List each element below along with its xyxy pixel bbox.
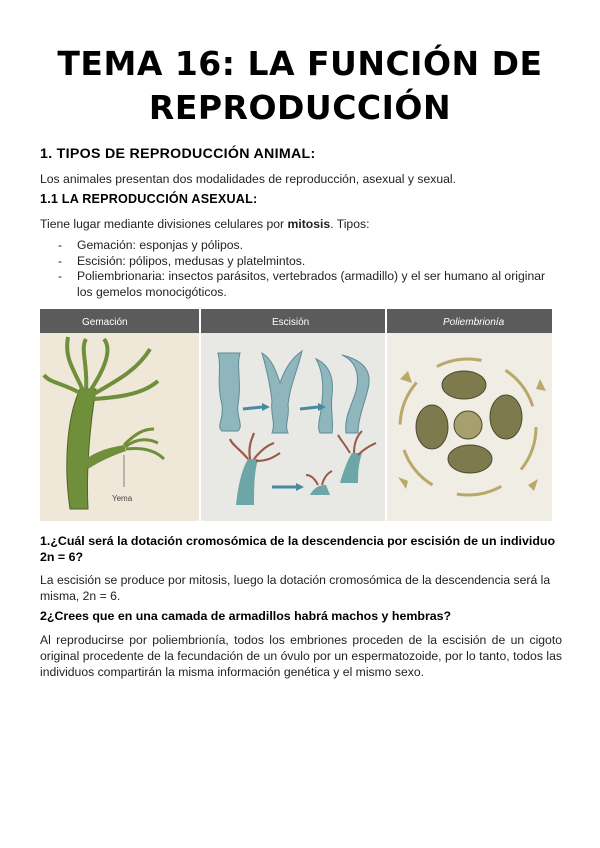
question-1: 1.¿Cuál será la dotación cromosómica de la descendencia por escisión de un individuo 2n = 6? (40, 534, 556, 564)
asexual-reproduction-figure (40, 309, 552, 521)
section-heading-tipos: 1. TIPOS DE REPRODUCCIÓN ANIMAL: (40, 146, 316, 162)
question-2: 2¿Crees que en una camada de armadillos habrá machos y hembras? (40, 609, 452, 623)
mitosis-term: mitosis (287, 217, 331, 231)
asexual-intro: Tiene lugar mediante divisiones celulares por mitosis. Tipos: (40, 217, 370, 231)
list-item: - Poliembrionaria: insectos parásitos, vertebrados (armadillo) y el ser humano al originar los gemelos monocigóticos. (58, 269, 546, 299)
section-intro: Los animales presentan dos modalidades de reproducción, asexual y sexual. (40, 172, 456, 186)
title-line-1: TEMA 16: LA FUNCIÓN DE (57, 44, 543, 83)
subsection-heading-asexual: 1.1 LA REPRODUCCIÓN ASEXUAL: (40, 192, 258, 206)
answer-1: La escisión se produce por mitosis, luego la dotación cromosómica de la descendencia será la misma, 2n = 6. (40, 573, 551, 603)
list-item: - Gemación: esponjas y pólipos. (58, 238, 243, 252)
page-title (40, 42, 560, 130)
list-item: - Escisión: pólipos, medusas y platelmintos. (58, 253, 306, 268)
title-line-2: REPRODUCCIÓN (148, 88, 452, 127)
panel-label-gemacion: Gemación (82, 317, 128, 328)
answer-2: Al reproducirse por poliembrionía, todos los embriones proceden de la escisión de un cigoto original procedente de la fecundación de un óvulo por un espermatozoide, por lo tanto, todos las individuos compartirán la misma información genética y el mismo sexo. (40, 633, 562, 679)
panel-label-escision: Escisión (272, 317, 310, 328)
panel-label-poliembrionia: Poliembrionía (443, 317, 505, 328)
yema-label: Yema (112, 494, 133, 503)
reproduction-types-list (40, 238, 562, 300)
